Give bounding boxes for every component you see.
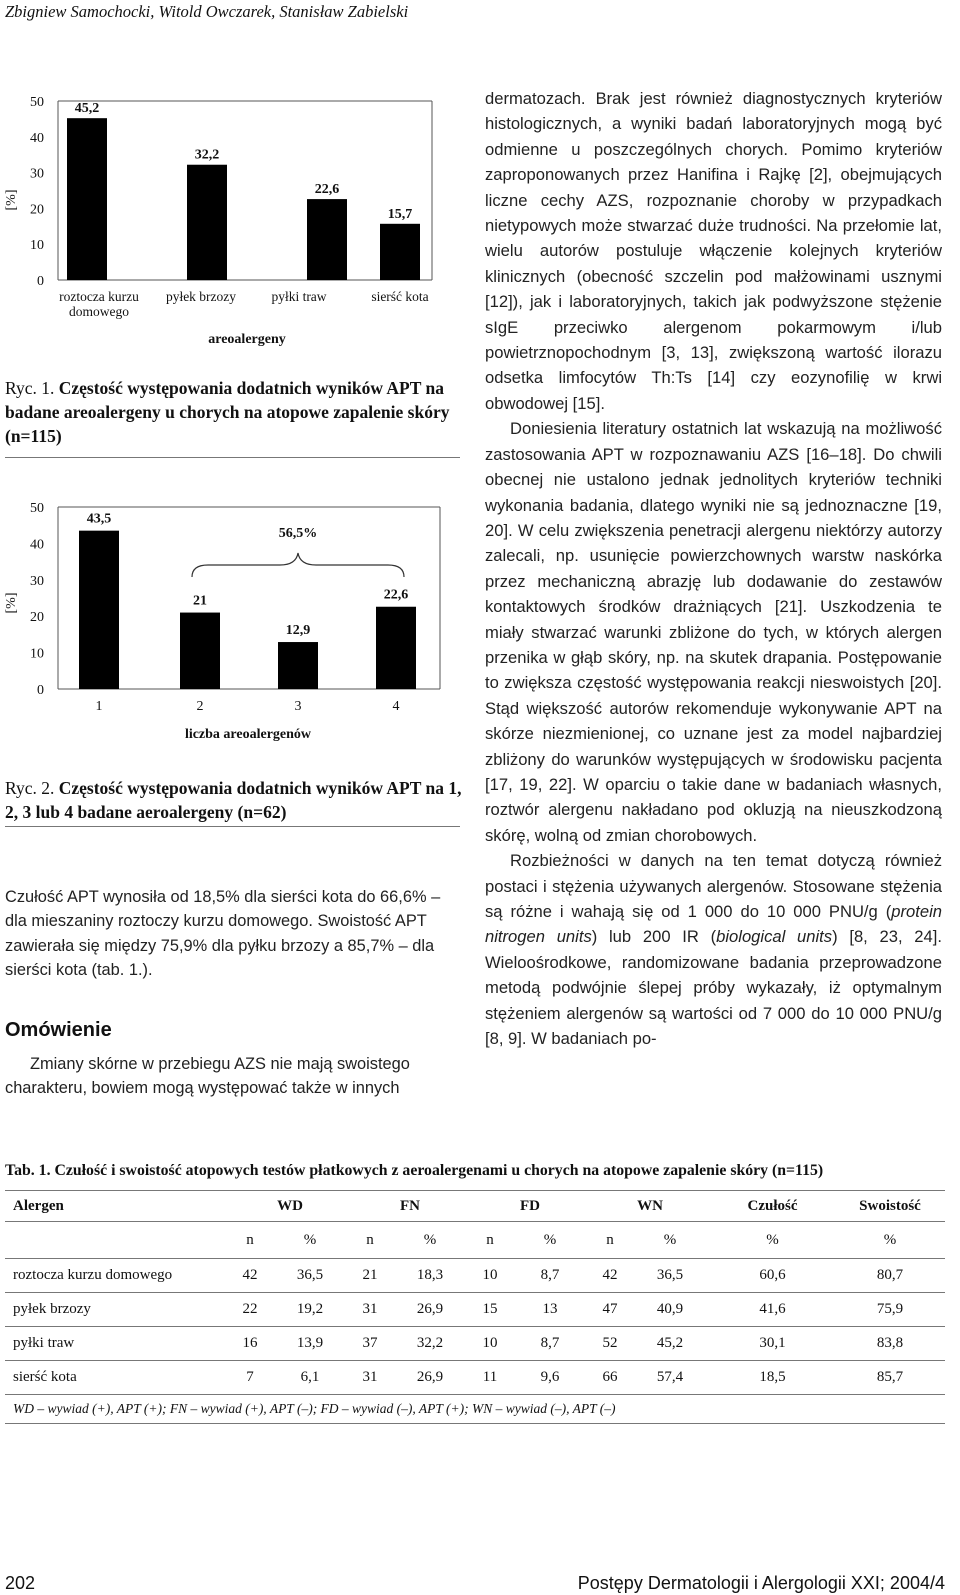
table-header-cell: FD xyxy=(470,1191,590,1222)
figure1-y-tick-label: 10 xyxy=(30,238,44,254)
discussion-paragraph: Zmiany skórne w przebiegu AZS nie mają swoistego charakteru, bowiem mogą występować także w innych xyxy=(5,1055,410,1098)
figure2-bar xyxy=(376,607,416,689)
right-column xyxy=(485,86,942,1051)
table-cell: 9,6 xyxy=(510,1361,590,1395)
right-paragraph-3-emphasis-2: biological units xyxy=(716,927,833,947)
figure2-caption-text: Częstość występowania dodatnich wyników APT na 1, 2, 3 lub 4 badane aeroalergeny (n=62) xyxy=(5,778,462,822)
figure2-category-label: 2 xyxy=(196,699,204,714)
figure1-category-label: domowego xyxy=(69,304,129,319)
table-caption: Tab. 1. Czułość i swoistość atopowych testów płatkowych z aeroalergenami u chorych na atopowe zapalenie skóry (n=115) xyxy=(5,1162,824,1179)
table-cell: 60,6 xyxy=(710,1259,835,1293)
figure2-caption xyxy=(5,776,467,824)
right-paragraph-2: Doniesienia literatury ostatnich lat wskazują na możliwość zastosowania APT w rozpoznawaniu AZS [16–18]. Do chwili obecnej nie ustalono jednak jednolitych kryteriów techniki wykonania badania, dlatego wyniki nie są jednoznaczne [19, 20]. W celu zwiększenia penetracji alergenu niektórzy autorzy zalecali, np. usunięcie powierzchownych warstw naskórka przez mechaniczną abrazję lub dodawanie do zestawów kontaktowych środków drażniących [21]. Uszkodzenia te miały stwarzać warunki zbliżone do tych, w których alergen przenika w głąb skóry, np. na skutek drapania. Postępowanie to zwiększa częstość występowania reakcji nieswoistych [20]. Stąd większość autorów rekomenduje wykonywanie APT na skórze niezmienionej, co uznane jest za model najbardziej zbliżony do warunków występujących w środowisku pacjenta [17, 19, 22]. W oparciu o takie dane w badaniach własnych, roztwór alergenu nakładano pod okluzją na nieuszkodzoną skórę, wolną od zmian chorobowych. xyxy=(485,419,942,845)
table-header-cell: WN xyxy=(590,1191,710,1222)
table-row-label: roztocza kurzu domowego xyxy=(5,1259,230,1293)
table-cell: 8,7 xyxy=(510,1327,590,1361)
right-paragraph-1: dermatozach. Brak jest również diagnostycznych kryteriów histologicznych, a wyniki badań laboratoryjnych mogą być odmienne u poszczególnych chorych. Pomimo kryteriów zaproponowanych przez Hanifina i Rajkę [2], obejmujących liczne cechy AZS, rozpoznanie choroby w przypadkach nietypowych może stwarzać duże trudności. Na przełomie lat, wielu autorów postuluje włączenie kolejnych kryteriów klinicznych (obecność szczelin pod małżowinami usznymi [12]), jak i laboratoryjnych, takich jak podwyższone stężenie sIgE przeciwko alergenom pokarmowym i/lub powietrznopochodnym [3, 13], zwiększoną wartość ilorazu odsetka limfocytów Th:Ts [14] czy eozynofilię w krwi obwodowej [15]. xyxy=(485,89,942,413)
right-paragraph-3 xyxy=(485,848,942,1051)
figure1-category-label: sierść kota xyxy=(371,289,429,304)
figure1-caption xyxy=(5,376,467,448)
figure1-chart xyxy=(0,85,470,355)
figure2-bar xyxy=(79,531,119,689)
table-cell: 16 xyxy=(230,1327,270,1361)
figure1-bar xyxy=(307,199,347,280)
table-cell: 83,8 xyxy=(835,1327,945,1361)
table-cell: 22 xyxy=(230,1293,270,1327)
figure1-category-label: roztocza kurzu xyxy=(59,289,139,304)
table-row xyxy=(5,1293,945,1327)
figure2-bar-value-label: 22,6 xyxy=(383,587,409,603)
table-cell: 18,5 xyxy=(710,1361,835,1395)
table-cell: 19,2 xyxy=(270,1293,350,1327)
figure1-y-tick-label: 30 xyxy=(30,166,44,182)
table-footnote-row xyxy=(5,1395,945,1424)
table-cell: 40,9 xyxy=(630,1293,710,1327)
figure1-y-tick-label: 40 xyxy=(30,130,44,146)
table-cell: 41,6 xyxy=(710,1293,835,1327)
table-subheader-cell: n xyxy=(590,1222,630,1259)
table-row xyxy=(5,1361,945,1395)
page-number: 202 xyxy=(5,1573,36,1593)
right-paragraph-3-emphasis-1: protein nitrogen units xyxy=(485,902,942,947)
figure1-bar-value-label: 32,2 xyxy=(194,147,220,163)
figure1-caption-text: Częstość występowania dodatnich wyników APT na badane areoalergeny u chorych na atopowe zapalenie skóry (n=115) xyxy=(5,378,450,446)
table-header-row xyxy=(5,1191,945,1222)
right-paragraph-3-part-a: Rozbieżności w danych na ten temat dotyczą również postaci i stężenia używanych alergenów. Stosowane stężenia są różne i wahają się od 1 000 do 10 000 PNU/g ( xyxy=(485,851,942,921)
results-table xyxy=(5,1190,945,1424)
left-paragraph-2 xyxy=(5,1052,460,1101)
table-subheader-row xyxy=(5,1222,945,1259)
figure1-y-axis-label: [%] xyxy=(4,189,19,211)
table-cell: 30,1 xyxy=(710,1327,835,1361)
figure1-caption-label: Ryc. 1. xyxy=(5,378,55,398)
table-cell: 31 xyxy=(350,1361,390,1395)
table-row xyxy=(5,1327,945,1361)
table-cell: 75,9 xyxy=(835,1293,945,1327)
running-head: Zbigniew Samochocki, Witold Owczarek, Stanisław Zabielski xyxy=(5,2,409,21)
table-cell: 21 xyxy=(350,1259,390,1293)
figure2-category-labels xyxy=(96,699,400,714)
figure2-y-tick-label: 20 xyxy=(30,610,44,626)
figure2-y-tick-label: 40 xyxy=(30,537,44,553)
figure2-category-label: 4 xyxy=(392,699,400,714)
table-cell: 6,1 xyxy=(270,1361,350,1395)
table-subheader-cell: % xyxy=(270,1222,350,1259)
figure2-y-axis-label: [%] xyxy=(4,592,19,614)
figure2-y-ticks xyxy=(30,501,44,698)
table-cell: 66 xyxy=(590,1361,630,1395)
figure1-bar-value-label: 22,6 xyxy=(314,182,340,198)
table-subheader-cell: % xyxy=(510,1222,590,1259)
table-cell: 13,9 xyxy=(270,1327,350,1361)
figure2-category-label: 3 xyxy=(294,699,302,714)
figure2-y-tick-label: 50 xyxy=(30,501,44,516)
figure2-bars xyxy=(79,512,416,689)
table-cell: 32,2 xyxy=(390,1327,470,1361)
figure1-y-tick-label: 0 xyxy=(37,274,44,289)
figure2-x-axis-title: liczba areoalergenów xyxy=(184,727,312,742)
table-cell: 85,7 xyxy=(835,1361,945,1395)
table-row-label: pyłki traw xyxy=(5,1327,230,1361)
table-cell: 10 xyxy=(470,1259,510,1293)
table-cell: 37 xyxy=(350,1327,390,1361)
figure2-divider xyxy=(5,826,460,827)
table-subheader-cell: % xyxy=(390,1222,470,1259)
figure1-bar-value-label: 45,2 xyxy=(74,101,100,117)
table-cell: 10 xyxy=(470,1327,510,1361)
figure1-bar xyxy=(67,118,107,280)
figure1-bars xyxy=(67,101,420,280)
table-cell: 15 xyxy=(470,1293,510,1327)
table-row-label: pyłek brzozy xyxy=(5,1293,230,1327)
table-header-cell: Swoistość xyxy=(835,1191,945,1222)
table-cell: 13 xyxy=(510,1293,590,1327)
figure1-bar xyxy=(187,165,227,280)
figure2-bar xyxy=(278,642,318,689)
figure1-category-label: pyłki traw xyxy=(271,289,327,304)
table-header-cell: Alergen xyxy=(5,1191,230,1222)
figure2-bar-value-label: 21 xyxy=(193,593,207,609)
table-cell: 7 xyxy=(230,1361,270,1395)
table-cell: 11 xyxy=(470,1361,510,1395)
table-subheader-cell: % xyxy=(710,1222,835,1259)
right-paragraph-3-part-c: ) [8, 23, 24]. Wieloośrodkowe, randomizowane badania przeprowadzone metodą podwójnie ślepej próby wykazały, iż optymalnym stężeniem alergenów są wartości od 7 000 do 10 000 PNU/g [8, 9]. W badaniach po- xyxy=(485,927,942,1049)
table-subheader-cell: n xyxy=(230,1222,270,1259)
table-cell: 57,4 xyxy=(630,1361,710,1395)
results-paragraph: Czułość APT wynosiła od 18,5% dla sierści kota do 66,6% – dla mieszaniny roztoczy kurzu domowego. Swoistość APT zawierała się między 75,9% dla pyłku brzozy a 85,7% – dla sierści kota (tab. 1.). xyxy=(5,888,441,979)
table-cell: 52 xyxy=(590,1327,630,1361)
figure2-y-tick-label: 0 xyxy=(37,683,44,698)
figure2-y-tick-label: 30 xyxy=(30,573,44,589)
table-row xyxy=(5,1259,945,1293)
table-cell: 36,5 xyxy=(270,1259,350,1293)
figure2-category-label: 1 xyxy=(95,699,103,714)
right-paragraph-3-part-b: ) lub 200 IR ( xyxy=(591,927,717,947)
table-body xyxy=(5,1259,945,1395)
figure2-bar-value-label: 12,9 xyxy=(285,623,311,639)
table-header-cell: WD xyxy=(230,1191,350,1222)
figure2-caption-label: Ryc. 2. xyxy=(5,778,55,798)
table-cell: 80,7 xyxy=(835,1259,945,1293)
figure1-y-ticks xyxy=(30,95,44,289)
table-cell: 18,3 xyxy=(390,1259,470,1293)
figure2-brace-label: 56,5% xyxy=(278,526,318,541)
table-cell: 31 xyxy=(350,1293,390,1327)
table-cell: 8,7 xyxy=(510,1259,590,1293)
table-cell: 36,5 xyxy=(630,1259,710,1293)
figure1-category-labels xyxy=(59,289,429,319)
journal-footer: Postępy Dermatologii i Alergologii XXI; 2004/4 xyxy=(577,1573,945,1593)
table-row-label: sierść kota xyxy=(5,1361,230,1395)
figure1-bar-value-label: 15,7 xyxy=(387,206,413,222)
table-header-cell: Czułość xyxy=(710,1191,835,1222)
table-footnote: WD – wywiad (+), APT (+); FN – wywiad (+), APT (–); FD – wywiad (–), APT (+); WN – wywiad (–), APT (–) xyxy=(5,1395,945,1424)
table-subheader-cell: n xyxy=(350,1222,390,1259)
figure2-chart xyxy=(0,495,470,755)
figure2-brace xyxy=(192,553,404,577)
figure1-y-tick-label: 20 xyxy=(30,202,44,218)
table-cell: 26,9 xyxy=(390,1293,470,1327)
left-paragraph-1 xyxy=(5,885,460,982)
table-subheader-cell xyxy=(5,1222,230,1259)
table-subheader-cell: % xyxy=(835,1222,945,1259)
table-header-cell: FN xyxy=(350,1191,470,1222)
table-subheader-cell: n xyxy=(470,1222,510,1259)
figure2-y-tick-label: 10 xyxy=(30,646,44,662)
figure1-category-label: pyłek brzozy xyxy=(165,289,237,304)
table-cell: 26,9 xyxy=(390,1361,470,1395)
table-cell: 45,2 xyxy=(630,1327,710,1361)
table-cell: 47 xyxy=(590,1293,630,1327)
figure1-x-axis-title: areoalergeny xyxy=(208,332,286,347)
table-subheader-cell: % xyxy=(630,1222,710,1259)
figure2-bar-value-label: 43,5 xyxy=(86,511,112,527)
table-cell: 42 xyxy=(590,1259,630,1293)
section-heading: Omówienie xyxy=(5,1019,112,1041)
figure1-divider xyxy=(5,457,460,458)
figure1-y-tick-label: 50 xyxy=(30,95,44,110)
figure2-bar xyxy=(180,613,220,689)
figure1-bar xyxy=(380,224,420,280)
table-cell: 42 xyxy=(230,1259,270,1293)
